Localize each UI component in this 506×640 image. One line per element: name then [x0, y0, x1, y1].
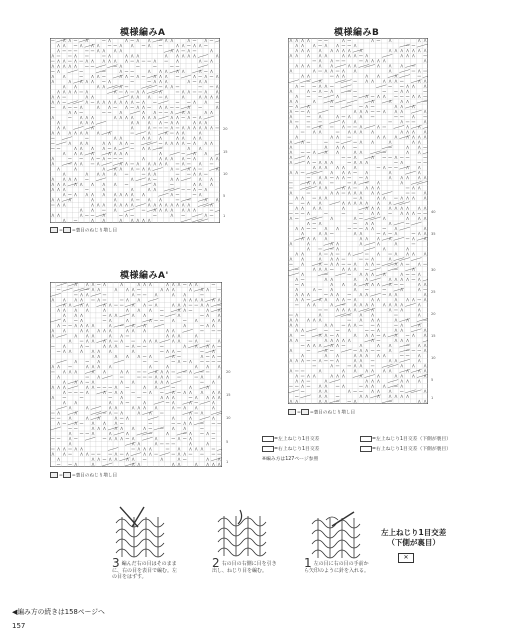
continue-link[interactable]: ◀編み方の続きは158ページへ [12, 608, 105, 616]
step1-text: 左の目に右の目の手前から矢印のように針を入れる。 [304, 561, 370, 574]
chart-a-prime-row-20: 20 [226, 370, 231, 374]
step3-caption [112, 556, 180, 581]
chart-a-prime-legend: = =裏目のねじり増し目 [50, 472, 117, 479]
chart-a-prime-row-15: 15 [226, 393, 231, 397]
chart-a-prime-row-5: 5 [226, 440, 229, 444]
chart-b-row-1: 1 [431, 396, 434, 400]
chart-b-row-30: 30 [431, 268, 436, 272]
chart-a-prime-legend-text: =裏目のねじり増し目 [71, 473, 118, 479]
cross-symbol-icon [360, 436, 372, 442]
note-cross1 [262, 435, 319, 442]
cross-symbol-icon [262, 446, 274, 452]
purl-box-icon [50, 227, 58, 233]
cross-symbol-icon [262, 436, 274, 442]
technique-line1: 左上ねじり1目交差 [381, 528, 447, 537]
step2-caption [212, 556, 280, 574]
chart-b-row-20: 20 [431, 312, 436, 316]
step1-illustration [306, 508, 370, 562]
chart-a-legend: = =裏目のねじり増し目 [50, 227, 117, 234]
chart-a-legend-text: =裏目のねじり増し目 [71, 228, 118, 234]
note-cross2-text: =左上ねじり1目交差（下側が裏目） [372, 437, 452, 442]
chart-b-title: 模様編みB [334, 28, 380, 38]
chart-b-row-40: 40 [431, 210, 436, 214]
chart-a-prime-row-10: 10 [226, 416, 231, 420]
chart-a-prime-row-1: 1 [226, 460, 229, 464]
chart-a-grid [50, 38, 220, 223]
chart-b-row-35: 35 [431, 232, 436, 236]
chart-b-row-15: 15 [431, 334, 436, 338]
purl-box-icon [288, 409, 296, 415]
chart-b-row-5: 5 [431, 378, 434, 382]
note-cross4 [360, 445, 451, 452]
purl-box-icon [50, 472, 58, 478]
note-method: ※編み方は127ページ参照 [262, 457, 319, 462]
step3-number: 3 [112, 556, 120, 570]
chart-b-legend: = =裏目のねじり増し目 [288, 409, 355, 416]
chart-b-row-10: 10 [431, 356, 436, 360]
purl-twist-inc-icon [63, 472, 71, 478]
note-cross4-text: =右上ねじり1目交差（下側が裏目） [372, 447, 452, 452]
step1-number: 1 [304, 556, 312, 570]
chart-a-title: 模様編みA [120, 28, 166, 38]
note-cross1-text: =左上ねじり1目交差 [274, 437, 320, 442]
cross-symbol-icon [360, 446, 372, 452]
chart-a-row-20: 20 [223, 127, 228, 131]
chart-b-grid [288, 38, 428, 404]
chart-b-legend-text: =裏目のねじり増し目 [309, 410, 356, 416]
technique-symbol-icon: ✕ [398, 553, 414, 563]
chart-a-row-1: 1 [223, 214, 226, 218]
technique-line2: （下側が裏目） [387, 538, 440, 547]
step2-number: 2 [212, 556, 220, 570]
technique-heading [381, 528, 446, 548]
step1-caption [304, 556, 372, 574]
step3-text: 編んだ右の目はそのままに、右の目を表目で編む。左の目をはずす。 [112, 561, 178, 580]
step3-illustration [108, 505, 170, 563]
chart-a-prime-grid [50, 282, 222, 467]
note-cross3 [262, 445, 319, 452]
note-cross3-text: =右上ねじり1目交差 [274, 447, 320, 452]
chart-a-row-15: 15 [223, 150, 228, 154]
purl-twist-inc-icon [63, 227, 71, 233]
chart-a-row-5: 5 [223, 194, 226, 198]
chart-a-prime-title: 模様編みA' [120, 271, 169, 281]
note-cross2 [360, 435, 451, 442]
step2-text: 右の目の右側に目を引き出し、ねじり目を編む。 [212, 561, 277, 574]
chart-a-row-10: 10 [223, 172, 228, 176]
page-number: 157 [12, 622, 26, 630]
purl-twist-inc-icon [301, 409, 309, 415]
step2-illustration [212, 508, 272, 560]
chart-b-row-25: 25 [431, 290, 436, 294]
